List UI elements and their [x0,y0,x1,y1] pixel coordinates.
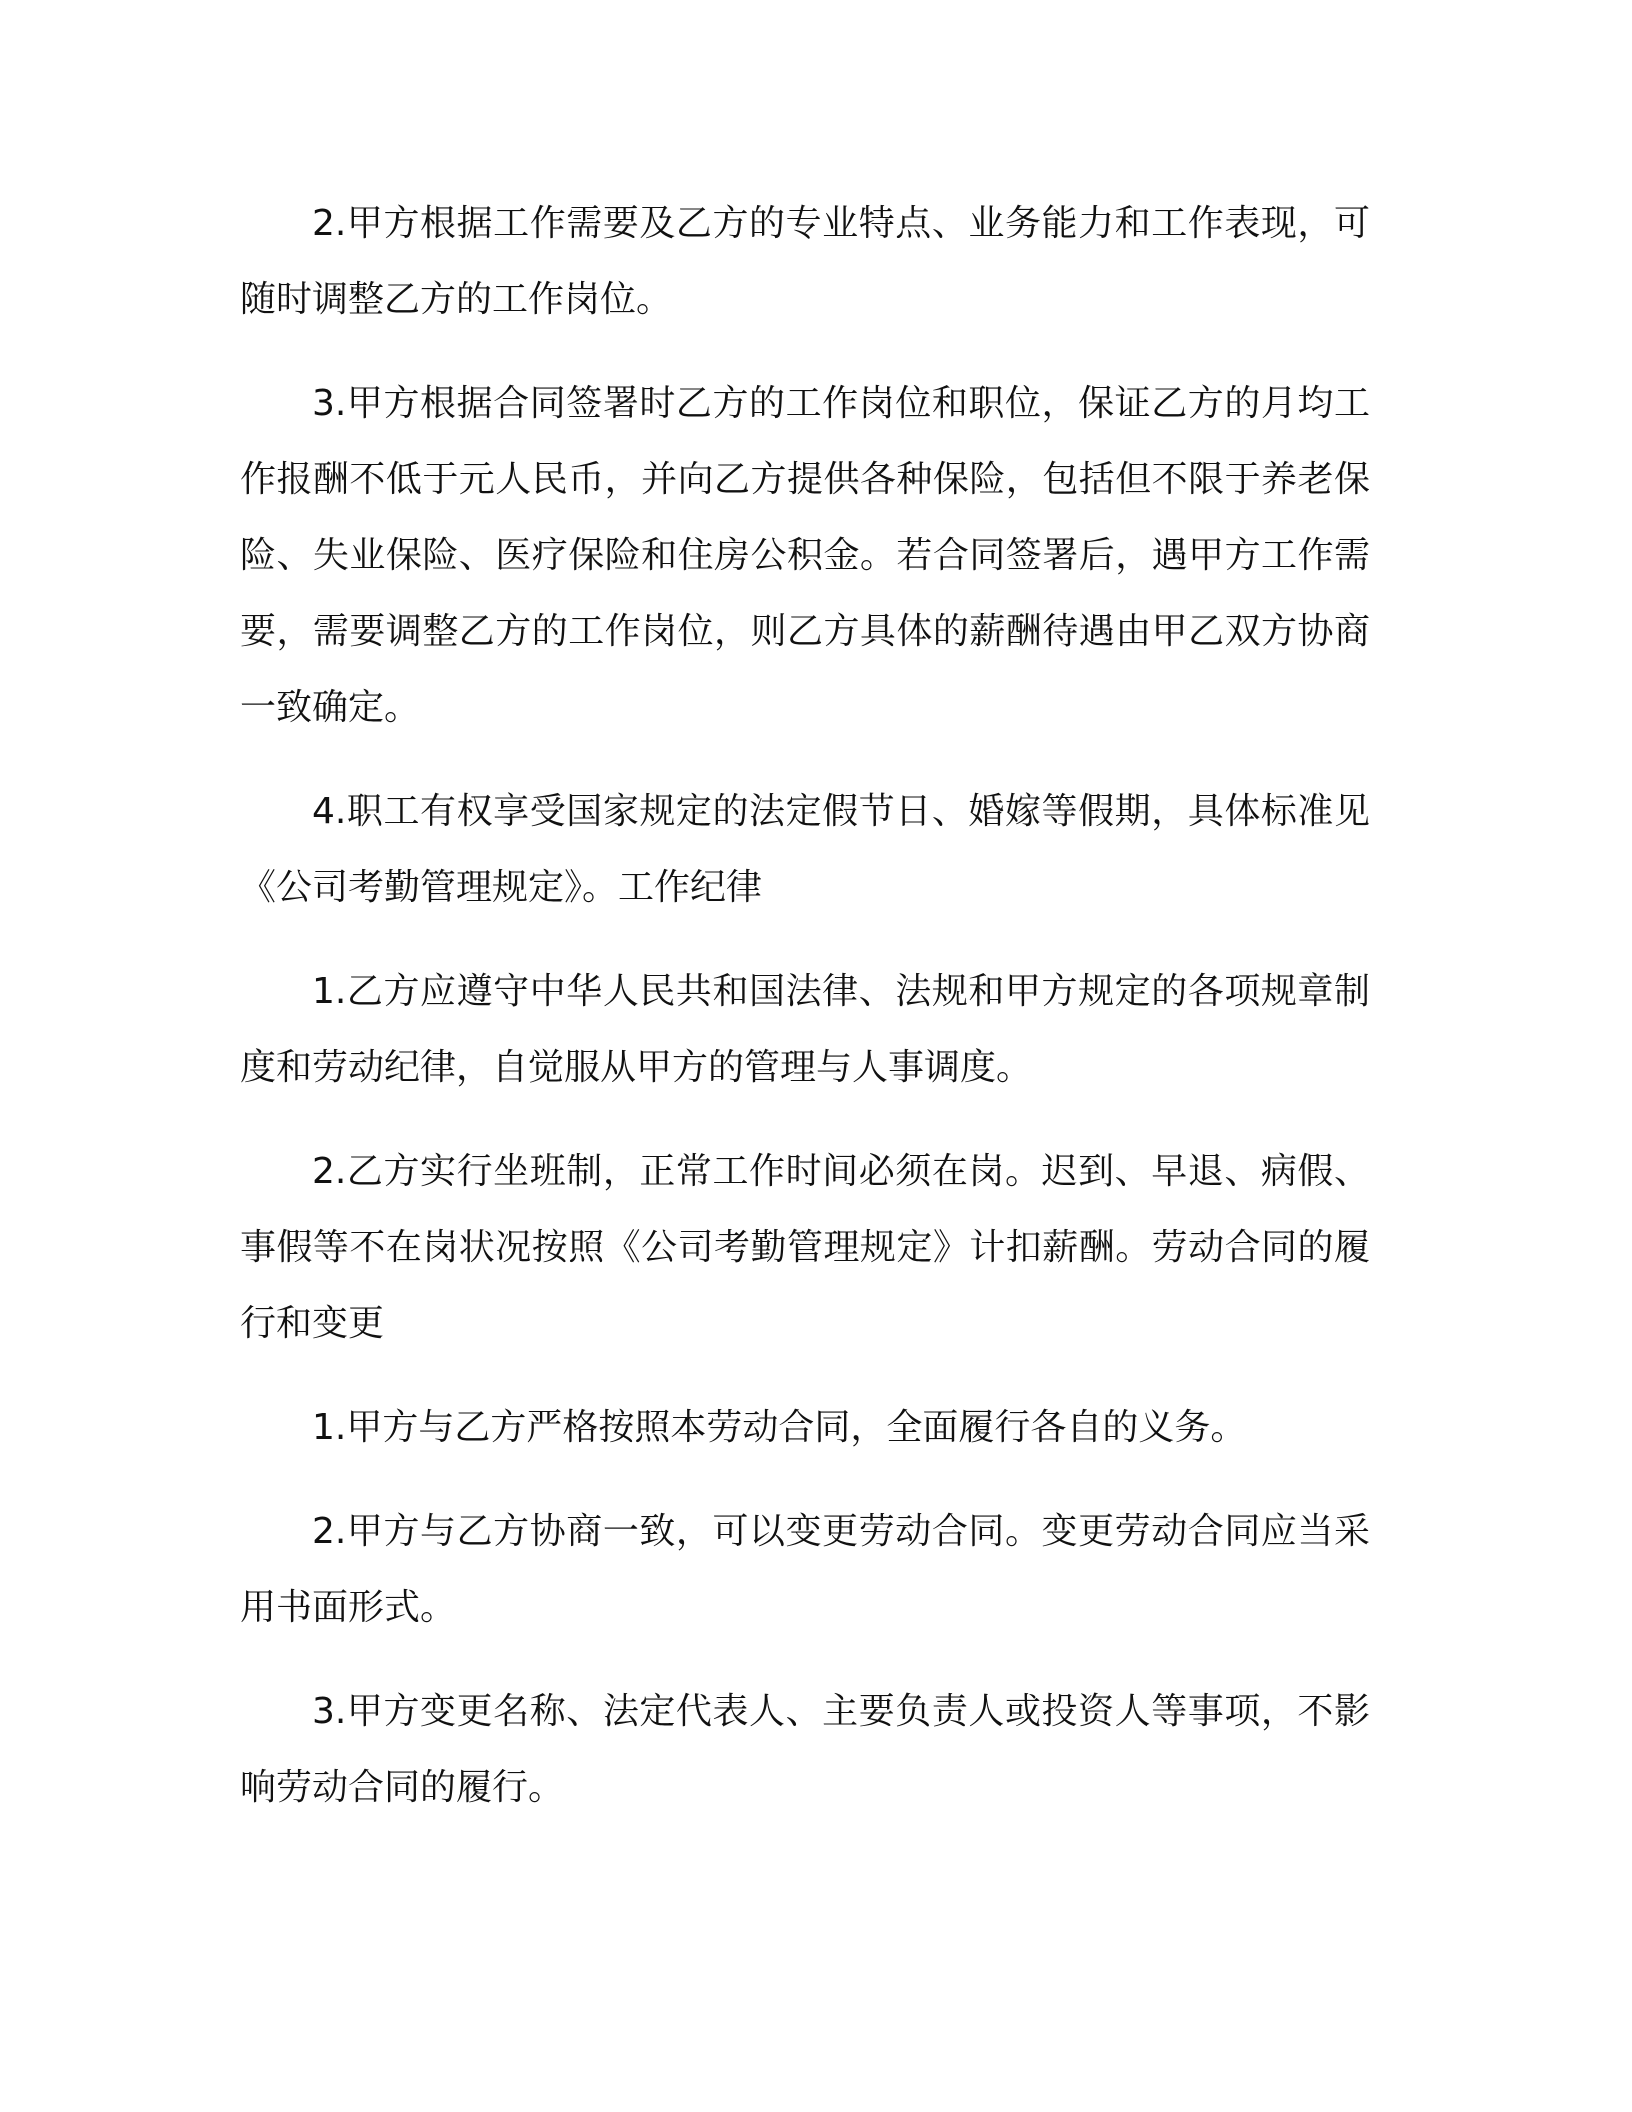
paragraph: 3.甲方变更名称、法定代表人、主要负责人或投资人等事项，不影响劳动合同的履行。 [240,1691,1370,1808]
paragraph: 2.甲方根据工作需要及乙方的专业特点、业务能力和工作表现，可随时调整乙方的工作岗位。 [240,203,1370,320]
paragraph: 2.甲方与乙方协商一致，可以变更劳动合同。变更劳动合同应当采用书面形式。 [240,1511,1370,1628]
document-body [240,186,1370,1854]
paragraph: 1.甲方与乙方严格按照本劳动合同，全面履行各自的义务。 [312,1407,1247,1448]
paragraph: 4.职工有权享受国家规定的法定假节日、婚嫁等假期，具体标准见《公司考勤管理规定》。工作纪律 [240,791,1370,908]
paragraph: 2.乙方实行坐班制，正常工作时间必须在岗。迟到、早退、病假、事假等不在岗状况按照《公司考勤管理规定》计扣薪酬。劳动合同的履行和变更 [240,1151,1370,1344]
paragraph: 3.甲方根据合同签署时乙方的工作岗位和职位，保证乙方的月均工作报酬不低于元人民币，并向乙方提供各种保险，包括但不限于养老保险、失业保险、医疗保险和住房公积金。若合同签署后，遇甲方工作需要，需要调整乙方的工作岗位，则乙方具体的薪酬待遇由甲乙双方协商一致确定。 [240,383,1370,728]
paragraph: 1.乙方应遵守中华人民共和国法律、法规和甲方规定的各项规章制度和劳动纪律，自觉服从甲方的管理与人事调度。 [240,971,1370,1088]
